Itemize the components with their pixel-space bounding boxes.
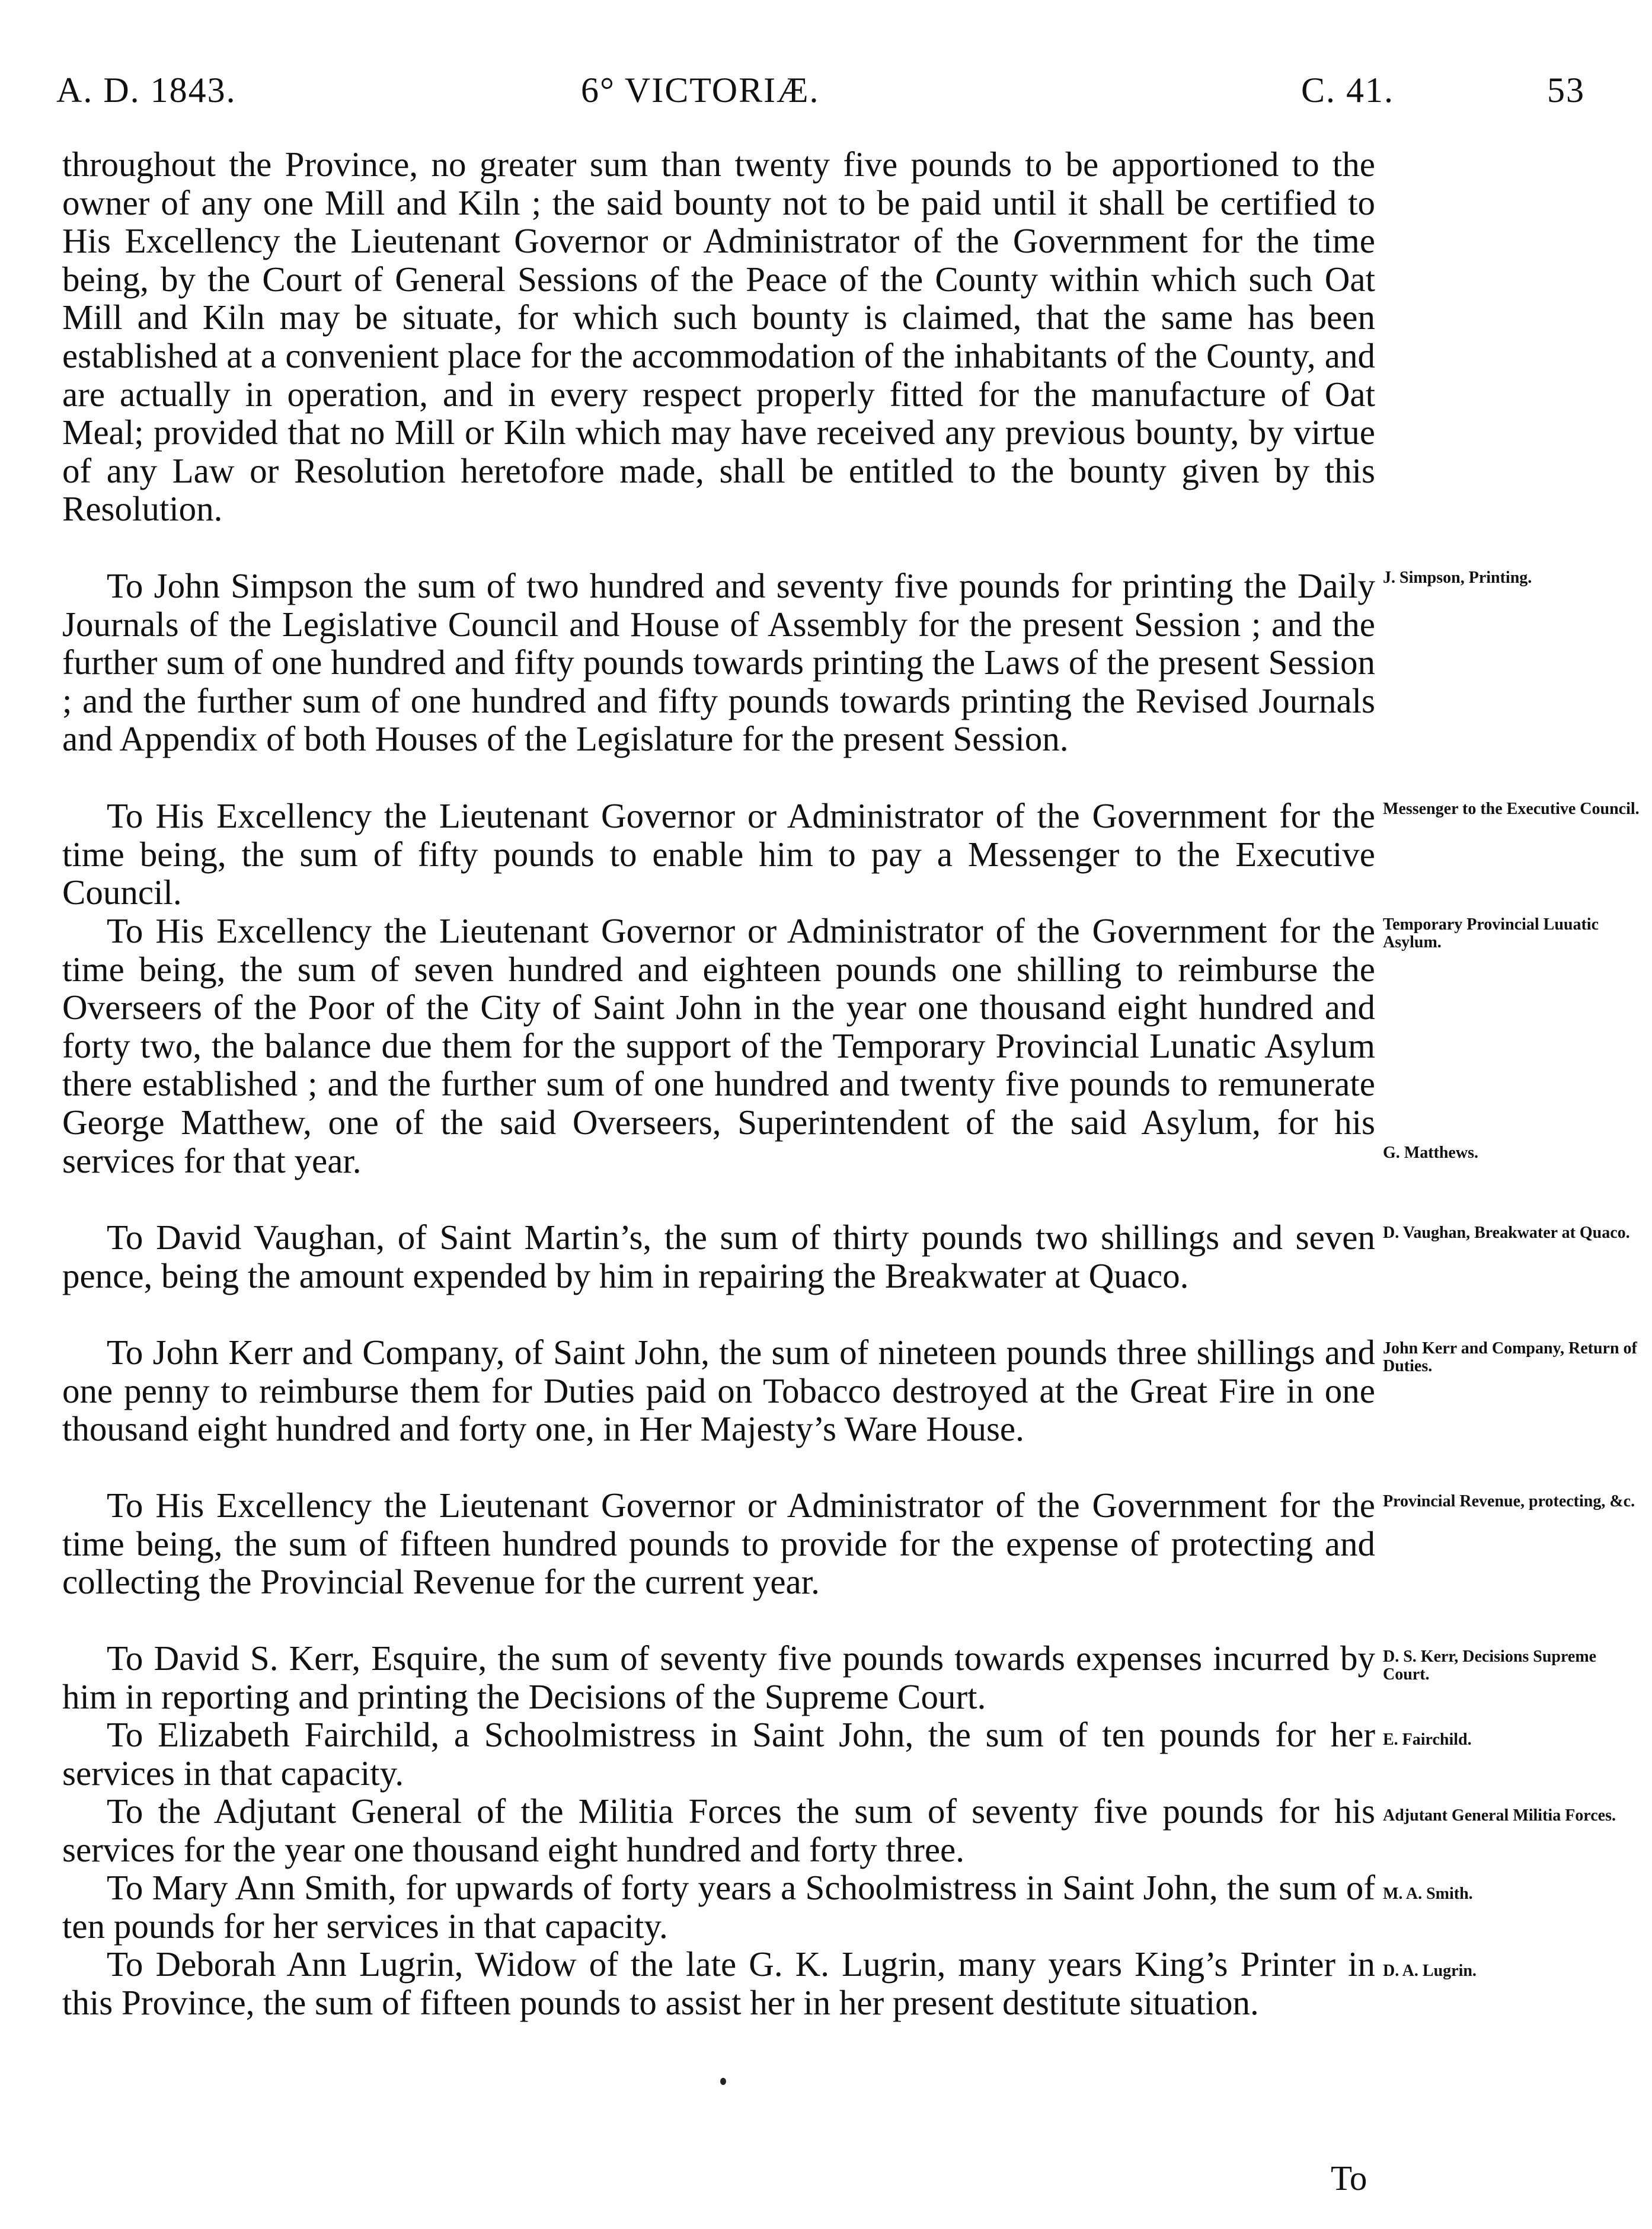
paragraph: To His Excellency the Lieutenant Governor or Administrator of the Government for the time being, the sum of seven hundred and eighteen pounds one shilling to reimburse the Overseers of the Poor of the City of Saint John in the year one thousand eight hundred and forty two, the balance due them for the support of the Temporary Provincial Lunatic Asylum there established ; and the further sum of one hundred and twenty five pounds to remunerate George Matthew, one of the said Overseers, Superintendent of the said Asylum, for his services for that year.	[62, 911, 1375, 1180]
running-header	[0, 70, 1652, 117]
paragraph: To Deborah Ann Lugrin, Widow of the late G. K. Lugrin, many years King’s Printer in this Province, the sum of fifteen pounds to assist her in her present destitute situation.	[62, 1944, 1375, 2022]
paragraph: To David Vaughan, of Saint Martin’s, the sum of thirty pounds two shillings and seven pence, being the amount expended by him in repairing the Breakwater at Quaco.	[62, 1218, 1375, 1295]
margin-note: Adjutant General Militia Forces.	[1383, 1806, 1616, 1825]
header-chapter: C. 41.	[1301, 71, 1395, 110]
margin-note: D. A. Lugrin.	[1383, 1962, 1477, 1980]
paragraph: To the Adjutant General of the Militia Forces the sum of seventy five pounds for his services for the year one thousand eight hundred and forty three.	[62, 1791, 1375, 1869]
paragraph: To Elizabeth Fairchild, a Schoolmistress in Saint John, the sum of ten pounds for her services in that capacity.	[62, 1715, 1375, 1793]
ink-speck	[720, 2078, 726, 2085]
header-year: A. D. 1843.	[56, 71, 237, 110]
paragraph: To John Kerr and Company, of Saint John, the sum of nineteen pounds three shillings and one penny to reimburse them for Duties paid on Tobacco destroyed at the Great Fire in one thousand eight hundred and forty one, in Her Majesty’s Ware House.	[62, 1333, 1375, 1449]
paragraph: throughout the Province, no greater sum than twenty five pounds to be apportioned to the owner of any one Mill and Kiln ; the said bounty not to be paid until it shall be certified to His Excellency the Lieutenant Governor or Administrator of the Government for the time being, by the Court of General Sessions of the Peace of the County within which such Oat Mill and Kiln may be situate, for which such bounty is claimed, that the same has been established at a convenient place for the accommodation of the inhabitants of the County, and are actually in operation, and in every respect properly fitted for the manufacture of Oat Meal; provided that no Mill or Kiln which may have received any previous bounty, by virtue of any Law or Resolution heretofore made, shall be entitled to the bounty given by this Resolution.	[62, 145, 1375, 529]
paragraph: To David S. Kerr, Esquire, the sum of seventy five pounds towards expenses incurred by him in reporting and printing the Decisions of the Supreme Court.	[62, 1639, 1375, 1716]
page-number: 53	[1547, 71, 1585, 110]
margin-note: Provincial Revenue, protecting, &c.	[1383, 1492, 1635, 1511]
margin-note: J. Simpson, Printing.	[1383, 569, 1532, 587]
margin-note: Temporary Provincial Luuatic Asylum.	[1383, 915, 1599, 951]
catchword: To	[1331, 2158, 1367, 2198]
paragraph: To His Excellency the Lieutenant Governor or Administrator of the Government for the time being, the sum of fifteen hundred pounds to provide for the expense of protecting and collecting the Provincial Revenue for the current year.	[62, 1486, 1375, 1602]
margin-note: John Kerr and Company, Return of Duties.	[1383, 1339, 1637, 1375]
margin-note: D. Vaughan, Breakwater at Quaco.	[1383, 1224, 1630, 1242]
margin-note: M. A. Smith.	[1383, 1885, 1473, 1903]
body-text	[62, 145, 1375, 2060]
paragraph: To John Simpson the sum of two hundred and seventy five pounds for printing the Daily Journals of the Legislative Council and House of Assembly for the present Session ; and the further sum of one hundred and fifty pounds towards printing the Laws of the present Session ; and the further sum of one hundred and fifty pounds towards printing the Revised Journals and Appendix of both Houses of the Legislature for the present Session.	[62, 566, 1375, 759]
paragraph: To His Excellency the Lieutenant Governor or Administrator of the Government for the time being, the sum of fifty pounds to enable him to pay a Messenger to the Executive Council.	[62, 796, 1375, 912]
margin-note: Messenger to the Executive Council.	[1383, 800, 1640, 818]
paragraph: To Mary Ann Smith, for upwards of forty years a Schoolmistress in Saint John, the sum of ten pounds for her services in that capacity.	[62, 1868, 1375, 1946]
margin-note: D. S. Kerr, Decisions Supreme Court.	[1383, 1647, 1597, 1684]
header-reign: 6° VICTORIÆ.	[581, 71, 820, 110]
margin-note: G. Matthews.	[1383, 1144, 1478, 1162]
margin-note: E. Fairchild.	[1383, 1730, 1472, 1749]
